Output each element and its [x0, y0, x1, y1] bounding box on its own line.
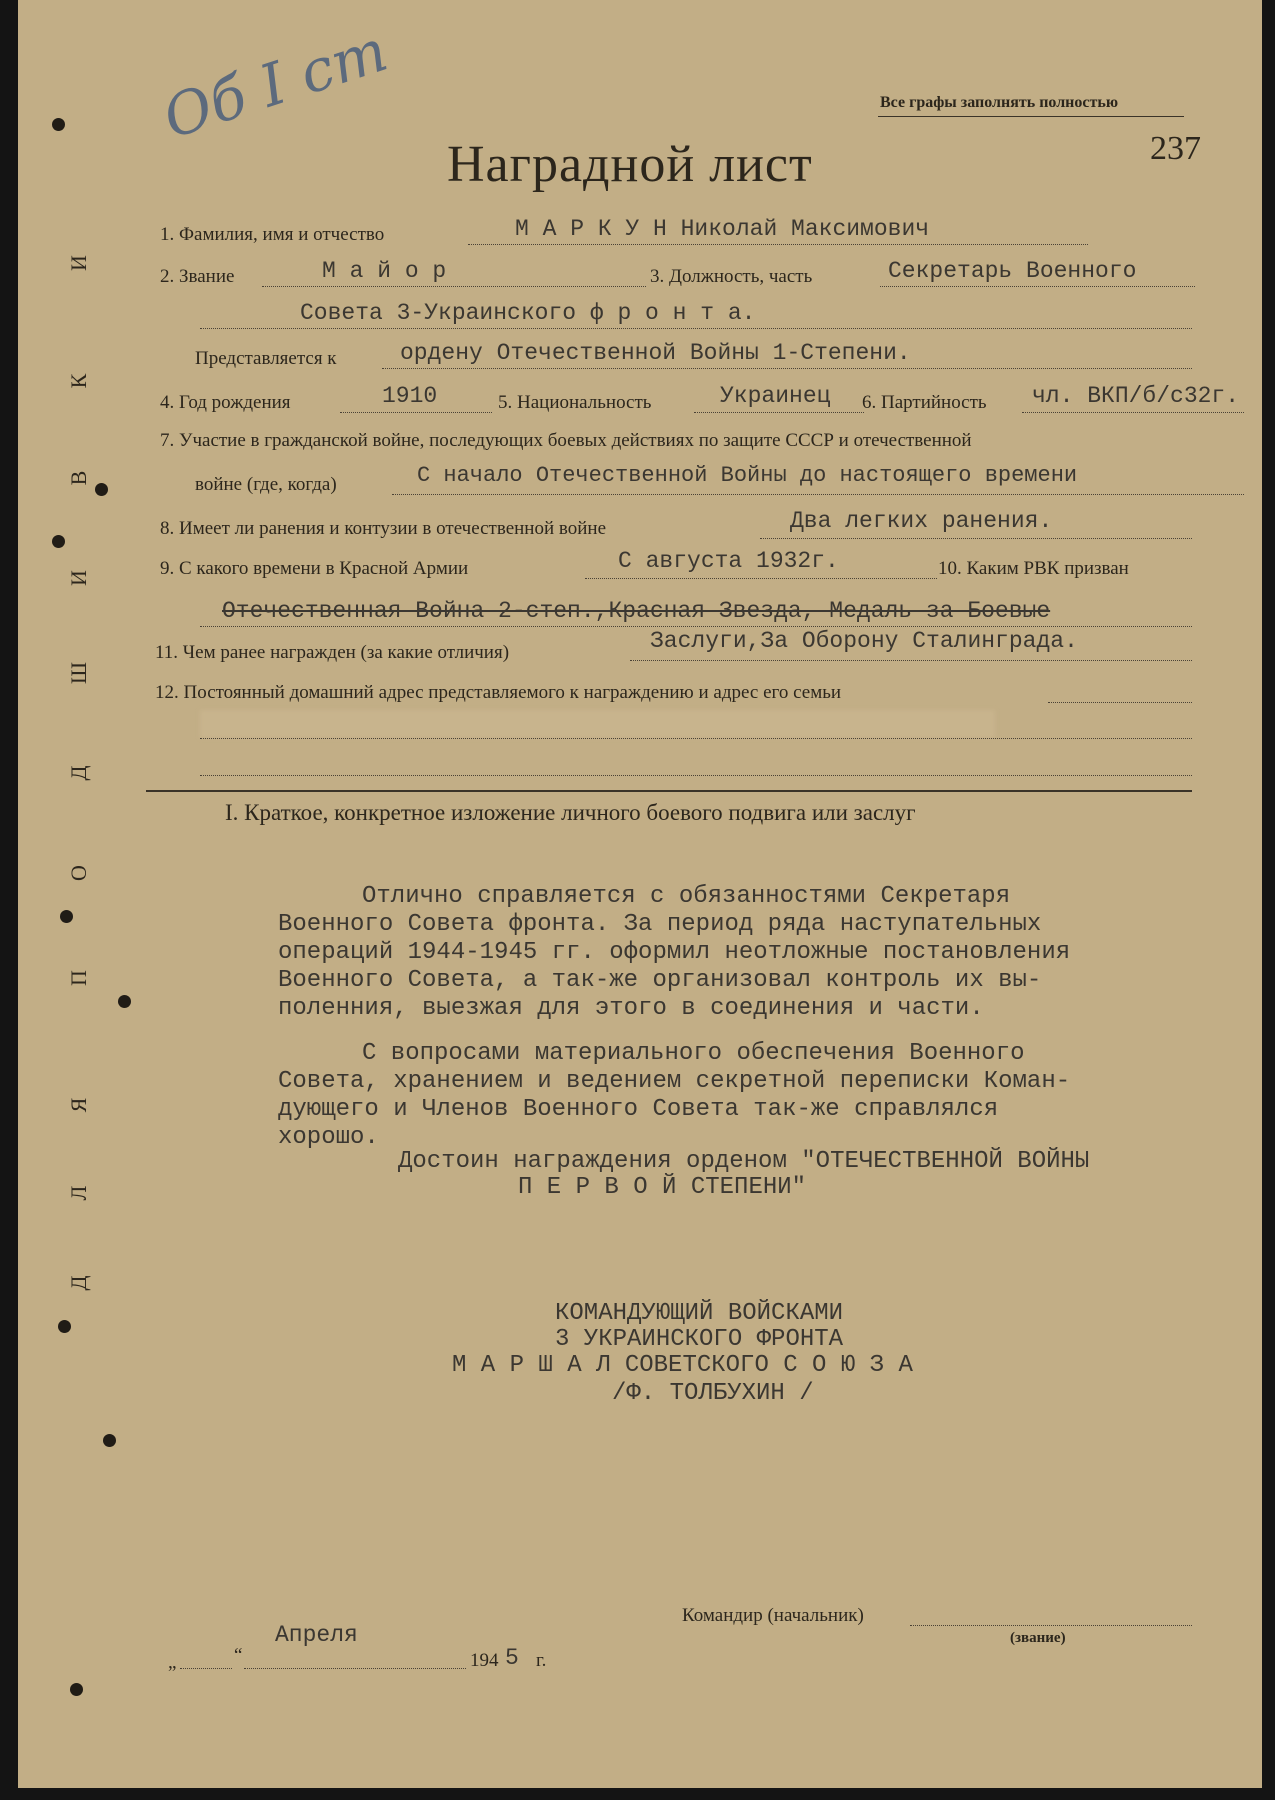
field-7-label-a: 7. Участие в гражданской войне, последующих боевых действиях по защите СССР и отечественной [160, 430, 972, 451]
field-6-value: чл. ВКП/б/с32г. [1032, 383, 1240, 409]
field-12-line [1048, 702, 1192, 703]
field-3-label: 3. Должность, часть [650, 266, 813, 287]
quote-close: “ [234, 1645, 243, 1666]
body-line: дующего и Членов Военного Совета так-же справлялся [278, 1096, 999, 1123]
field-8-value: Два легких ранения. [790, 508, 1053, 534]
field-7-line [392, 494, 1244, 495]
body-line: Совета, хранением и ведением секретной переписки Коман- [278, 1068, 1071, 1095]
rank-label: (звание) [1010, 1630, 1066, 1646]
field-3-value-a: Секретарь Военного [888, 258, 1137, 284]
field-8-line [760, 538, 1192, 539]
page-number: 237 [1150, 130, 1201, 167]
binding-hole [103, 1434, 116, 1447]
body-line: операций 1944-1945 гг. оформил неотложные постановления [278, 939, 1071, 966]
field-3-line [880, 286, 1195, 287]
signature-line-1: КОМАНДУЮЩИЙ ВОЙСКАМИ [555, 1300, 844, 1327]
year-suffix: 5 [505, 1645, 519, 1671]
field-7-label-b: войне (где, когда) [195, 474, 337, 495]
field-9-line [585, 578, 937, 579]
scan-border-right [1262, 0, 1275, 1800]
commander-line [910, 1625, 1192, 1626]
body-line: хорошо. [278, 1124, 379, 1151]
field-8-label: 8. Имеет ли ранения и контузии в отечественной войне [160, 518, 607, 539]
year-unit: г. [536, 1650, 547, 1671]
field-12-label: 12. Постоянный домашний адрес представляемого к награждению и адрес его семьи [155, 682, 842, 703]
scan-border-bottom [0, 1788, 1275, 1800]
binding-hole [52, 118, 65, 131]
body-line: Достоин награждения орденом "ОТЕЧЕСТВЕННОЙ ВОЙНЫ [398, 1148, 1090, 1175]
field-5-line [694, 412, 864, 413]
field-9-label: 9. С какого времени в Красной Армии [160, 558, 469, 579]
field-11-line-b [630, 660, 1192, 661]
body-line: П Е Р В О Й СТЕПЕНИ" [518, 1174, 807, 1201]
field-12-line-c [200, 775, 1192, 776]
day-line [180, 1668, 232, 1669]
year-prefix: 194 [470, 1650, 499, 1671]
presented-value: ордену Отечественной Войны 1-Степени. [400, 340, 911, 366]
field-12-line-b [200, 738, 1192, 739]
instruction-underline [878, 116, 1184, 117]
field-6-line [1022, 412, 1244, 413]
field-2-line [262, 286, 646, 287]
field-10-label: 10. Каким РВК призван [938, 558, 1129, 579]
signature-line-4: /Ф. ТОЛБУХИН / [612, 1380, 814, 1407]
quote-open: „ [168, 1652, 177, 1673]
month-line [244, 1668, 466, 1669]
body-line: Военного Совета, а так-же организовал контроль их вы- [278, 967, 1042, 994]
commander-label: Командир (начальник) [682, 1605, 864, 1626]
field-6-label: 6. Партийность [862, 392, 987, 413]
field-2-value: М а й о р [322, 258, 447, 284]
field-3-value-b: Совета 3-Украинского ф р о н т а. [300, 300, 756, 326]
field-2-label: 2. Звание [160, 266, 235, 287]
field-11-value-a: Отечественная Война 2-степ.,Красная Звезда, Медаль за Боевые [222, 598, 1051, 624]
redacted-address [200, 710, 995, 738]
field-11-line-a [200, 626, 1192, 627]
month-value: Апреля [275, 1622, 358, 1648]
presented-label: Представляется к [195, 348, 337, 369]
field-3-line-b [200, 328, 1192, 329]
award-sheet: Д Л Я П О Д Ш И В К И Все графы заполнять полностью 237 Об I ст Наградной лист 1. Фамилия, имя и отчество М А Р К У Н Николай Максимович 2. Звание М а й о р 3. Должность, часть Секретарь Военного Совета 3-Украинского ф р о н т а. Представляется к ордену Отечественной Войны 1-Степени. 4. Год рождения 1910 5. Национальность Украинец 6. Партийность чл. ВКП/б/с32г. 7. Участие в гражданской войне, последующих боевых действиях по защите СССР и отечественной войне (где, когда) С начало Отечественной Войны до настоящего времени 8. Имеет ли ранения и контузии в отечественной войне Два легких ранения. 9. С какого времени в Красной Армии С августа 1932г. 10. Каким РВК призван Отечественная Война 2-степ.,Красная Звезда, Медаль за Боевые 11. Чем ранее награжден (за какие отличия) Заслуги,За Оборону Сталинграда. 12. Постоянный домашний адрес представляемого к награждению и адрес его семьи I. Краткое, конкретное изложение личного боевого подвига или заслуг Отлично справляется с обязанностями Секретаря Военного Совета фронта. За период ряда наступательных операций 1944-1945 гг. оформил неотложные постановления Военного Совета, а так-же организовал контроль их вы- поленния, выезжая для этого в соединения и части. С вопросами материального обеспечения Военного Совета, хранением и ведением секретной переписки Коман- дующего и Членов Военного Совета так-же справлялся хорошо. Достоин награждения орденом "ОТЕЧЕСТВЕННОЙ ВОЙНЫ П Е Р В О Й СТЕПЕНИ" КОМАНДУЮЩИЙ ВОЙСКАМИ 3 УКРАИНСКОГО ФРОНТА М А Р Ш А Л СОВЕТСКОГО С О Ю З А /Ф. ТОЛБУХИН / Командир (начальник) (звание) „ “ Апреля 194 5 г. [0, 0, 1275, 1800]
field-1-value: М А Р К У Н Николай Максимович [515, 216, 930, 242]
binding-hole [52, 535, 65, 548]
binding-hole [58, 1320, 71, 1333]
field-9-value: С августа 1932г. [618, 548, 839, 574]
field-11-value-b: Заслуги,За Оборону Сталинграда. [650, 628, 1078, 654]
binding-hole [118, 995, 131, 1008]
field-4-line [340, 412, 492, 413]
presented-line [382, 368, 1192, 369]
field-5-value: Украинец [720, 383, 831, 409]
field-5-label: 5. Национальность [498, 392, 652, 413]
binding-hole [70, 1683, 83, 1696]
field-11-label: 11. Чем ранее награжден (за какие отличия) [155, 642, 510, 663]
signature-line-3: М А Р Ш А Л СОВЕТСКОГО С О Ю З А [452, 1352, 913, 1379]
body-line: Военного Совета фронта. За период ряда наступательных [278, 911, 1042, 938]
field-1-label: 1. Фамилия, имя и отчество [160, 224, 385, 245]
field-7-value: С начало Отечественной Войны до настоящего времени [417, 463, 1078, 488]
body-line: поленния, выезжая для этого в соединения и части. [278, 995, 984, 1022]
fill-instruction: Все графы заполнять полностью [880, 94, 1119, 111]
section-heading: I. Краткое, конкретное изложение личного боевого подвига или заслуг [225, 800, 916, 825]
binding-hole [60, 910, 73, 923]
scan-border-left [0, 0, 18, 1800]
body-line: Отлично справляется с обязанностями Секретаря [362, 883, 1011, 910]
body-line: С вопросами материального обеспечения Военного [362, 1040, 1025, 1067]
handwritten-mark: Об I ст [155, 16, 396, 152]
signature-line-2: 3 УКРАИНСКОГО ФРОНТА [555, 1326, 844, 1353]
field-1-line [468, 244, 1088, 245]
field-4-label: 4. Год рождения [160, 392, 291, 413]
field-4-value: 1910 [382, 383, 438, 409]
binding-hole [95, 483, 108, 496]
section-divider [146, 790, 1192, 792]
page-title: Наградной лист [447, 136, 813, 193]
